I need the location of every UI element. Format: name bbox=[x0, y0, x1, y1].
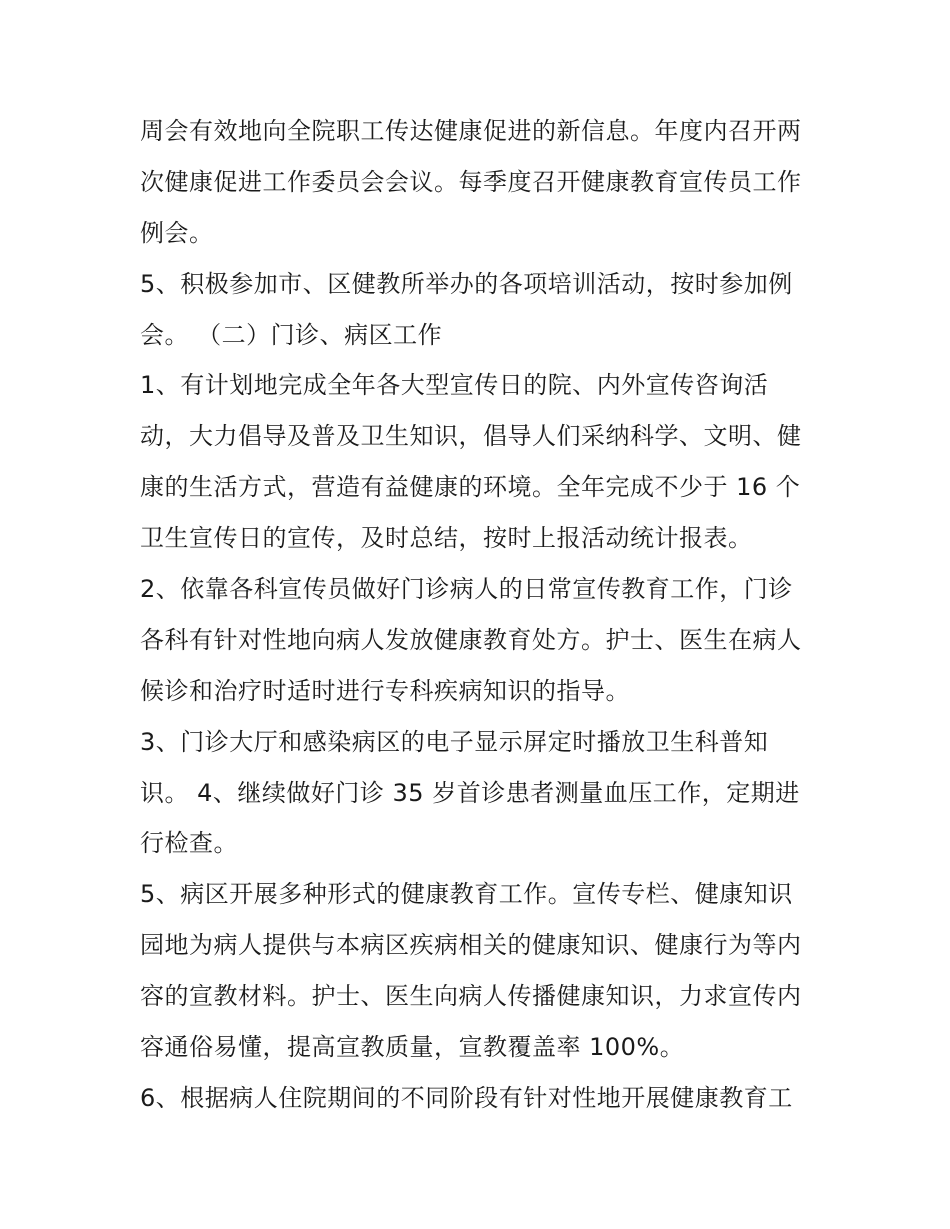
text-line: 各科有针对性地向病人发放健康教育处方。护士、医生在病人 bbox=[140, 625, 802, 654]
text-line: 识。 4、继续做好门诊 35 岁首诊患者测量血压工作，定期进 bbox=[140, 778, 800, 807]
text-line: 3、门诊大厅和感染病区的电子显示屏定时播放卫生科普知 bbox=[140, 727, 769, 756]
text-line: 容通俗易懂，提高宣教质量，宣教覆盖率 100%。 bbox=[140, 1033, 685, 1062]
text-line: 次健康促进工作委员会会议。每季度召开健康教育宣传员工作 bbox=[140, 167, 802, 196]
text-line: 卫生宣传日的宣传，及时总结，按时上报活动统计报表。 bbox=[140, 524, 753, 553]
text-line: 园地为病人提供与本病区疾病相关的健康知识、健康行为等内 bbox=[140, 931, 802, 960]
text-line: 6、根据病人住院期间的不同阶段有针对性地开展健康教育工 bbox=[140, 1083, 793, 1112]
text-line: 容的宣教材料。护士、医生向病人传播健康知识，力求宣传内 bbox=[140, 982, 802, 1011]
body-text bbox=[140, 106, 830, 1124]
text-line: 2、依靠各科宣传员做好门诊病人的日常宣传教育工作，门诊 bbox=[140, 575, 793, 604]
text-line: 1、有计划地完成全年各大型宣传日的院、内外宣传咨询活 bbox=[140, 371, 769, 400]
text-line: 行检查。 bbox=[140, 829, 238, 858]
text-line: 会。 （二）门诊、病区工作 bbox=[140, 320, 443, 349]
text-line: 5、病区开展多种形式的健康教育工作。宣传专栏、健康知识 bbox=[140, 880, 793, 909]
text-line: 候诊和治疗时适时进行专科疾病知识的指导。 bbox=[140, 676, 630, 705]
text-line: 5、积极参加市、区健教所举办的各项培训活动，按时参加例 bbox=[140, 269, 793, 298]
text-line: 周会有效地向全院职工传达健康促进的新信息。年度内召开两 bbox=[140, 117, 802, 145]
text-line: 康的生活方式，营造有益健康的环境。全年完成不少于 16 个 bbox=[140, 473, 801, 502]
text-line: 动，大力倡导及普及卫生知识，倡导人们采纳科学、文明、健 bbox=[140, 422, 802, 451]
text-line: 例会。 bbox=[140, 218, 214, 247]
